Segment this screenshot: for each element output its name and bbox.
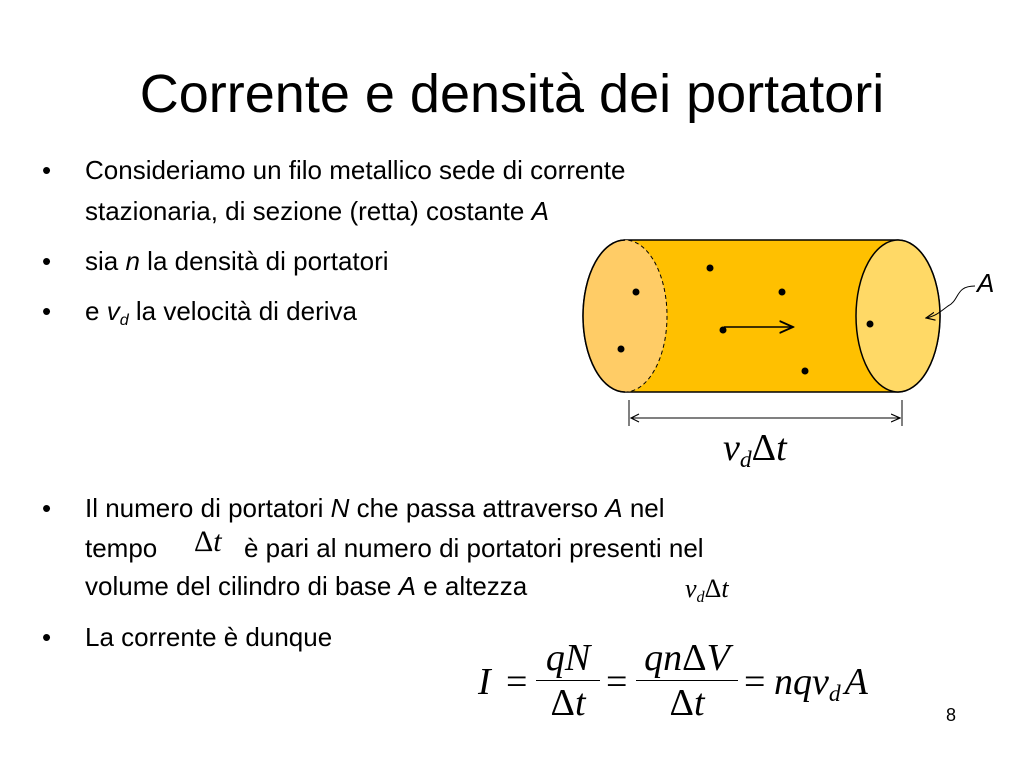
- cross-section-label: A: [977, 268, 995, 298]
- carrier-dot: [779, 289, 786, 296]
- delta-symbol: Δ: [550, 682, 575, 724]
- bullet-4-line-3-post: e altezza: [415, 571, 528, 601]
- bullet-3-symbol-v: v: [106, 296, 120, 326]
- t-symbol: t: [721, 574, 729, 603]
- length-label-v: v: [723, 427, 740, 469]
- bullet-2-symbol-n: n: [125, 246, 140, 276]
- bullet-4-line-3-pre: volume del cilindro di base: [85, 571, 399, 601]
- carrier-dot: [707, 265, 714, 272]
- bullet-marker: •: [42, 493, 52, 523]
- v-volume: V: [706, 637, 730, 679]
- bullet-1-line-1: Consideriamo un filo metallico sede di corrente: [85, 155, 626, 185]
- page-number: 8: [946, 705, 957, 725]
- carrier-dot: [867, 321, 874, 328]
- t-symbol: t: [693, 682, 705, 724]
- bullet-4-symbol-a: A: [605, 493, 623, 523]
- numerator-qndv: [632, 636, 742, 680]
- bullet-4-line-2-post: è pari al numero di portatori presenti nel: [244, 533, 704, 563]
- bullet-4-post: nel: [622, 493, 665, 523]
- bullet-2-pre: sia: [85, 246, 126, 276]
- bullet-4-line-2-pre: tempo: [85, 533, 158, 563]
- qn: qn: [644, 637, 683, 679]
- denominator-dt: [532, 681, 604, 725]
- eq-equals-1: =: [506, 661, 528, 703]
- bullet-4-line-1: [85, 490, 665, 526]
- v-symbol: v: [685, 574, 697, 603]
- t-symbol: t: [574, 682, 586, 724]
- bullet-marker: •: [42, 246, 52, 276]
- length-label-d: d: [739, 447, 752, 474]
- cylinder-right-face: [856, 240, 940, 392]
- length-label-t: t: [776, 427, 787, 469]
- fraction-qn-dt: [532, 636, 604, 725]
- delta-symbol: Δ: [669, 682, 694, 724]
- carrier-dot: [633, 289, 640, 296]
- carrier-dot: [802, 368, 809, 375]
- slide-title: Corrente e densità dei portatori: [139, 64, 885, 124]
- bullet-4-symbol-n: N: [330, 493, 350, 523]
- bullet-3-symbol-d: d: [119, 310, 129, 329]
- delta-t-inline: [194, 525, 222, 559]
- length-label-delta: Δ: [751, 427, 777, 469]
- delta-symbol: Δ: [704, 574, 722, 603]
- t-symbol: t: [213, 525, 222, 558]
- bullet-marker: •: [42, 296, 52, 326]
- d-subscript: d: [696, 588, 705, 606]
- bullet-1-text: stazionaria, di sezione (retta) costante: [85, 196, 532, 226]
- bullet-4-mid: che passa attraverso: [349, 493, 606, 523]
- d-subscript: d: [828, 681, 841, 708]
- bullet-4-line-3-symbol-a: A: [398, 571, 416, 601]
- bullet-3-post: la velocità di deriva: [128, 296, 357, 326]
- length-label: [723, 426, 787, 474]
- denominator-dt: [632, 681, 742, 725]
- numerator-qn: qN: [545, 637, 591, 679]
- bullet-5: La corrente è dunque: [85, 622, 333, 652]
- v-symbol: v: [812, 661, 829, 703]
- eq-result: [774, 660, 868, 708]
- bullet-marker: •: [42, 155, 52, 185]
- delta-symbol: Δ: [194, 525, 214, 558]
- fraction-qndv-dt: [632, 636, 742, 725]
- bullet-marker: •: [42, 622, 52, 652]
- bullet-4-line-3: [85, 568, 527, 604]
- bullet-1-symbol-a: A: [531, 196, 549, 226]
- bullet-2-post: la densità di portatori: [139, 246, 389, 276]
- eq-equals-2: =: [606, 661, 628, 703]
- a-symbol: A: [844, 661, 868, 703]
- bullet-4-pre: Il numero di portatori: [85, 493, 331, 523]
- carrier-dot: [618, 346, 625, 353]
- eq-i: I: [478, 661, 491, 703]
- vd-delta-t-inline: [685, 574, 729, 607]
- delta-symbol: Δ: [682, 637, 707, 679]
- nq: nq: [774, 661, 812, 703]
- eq-equals-3: =: [744, 661, 766, 703]
- bullet-3-pre: e: [85, 296, 107, 326]
